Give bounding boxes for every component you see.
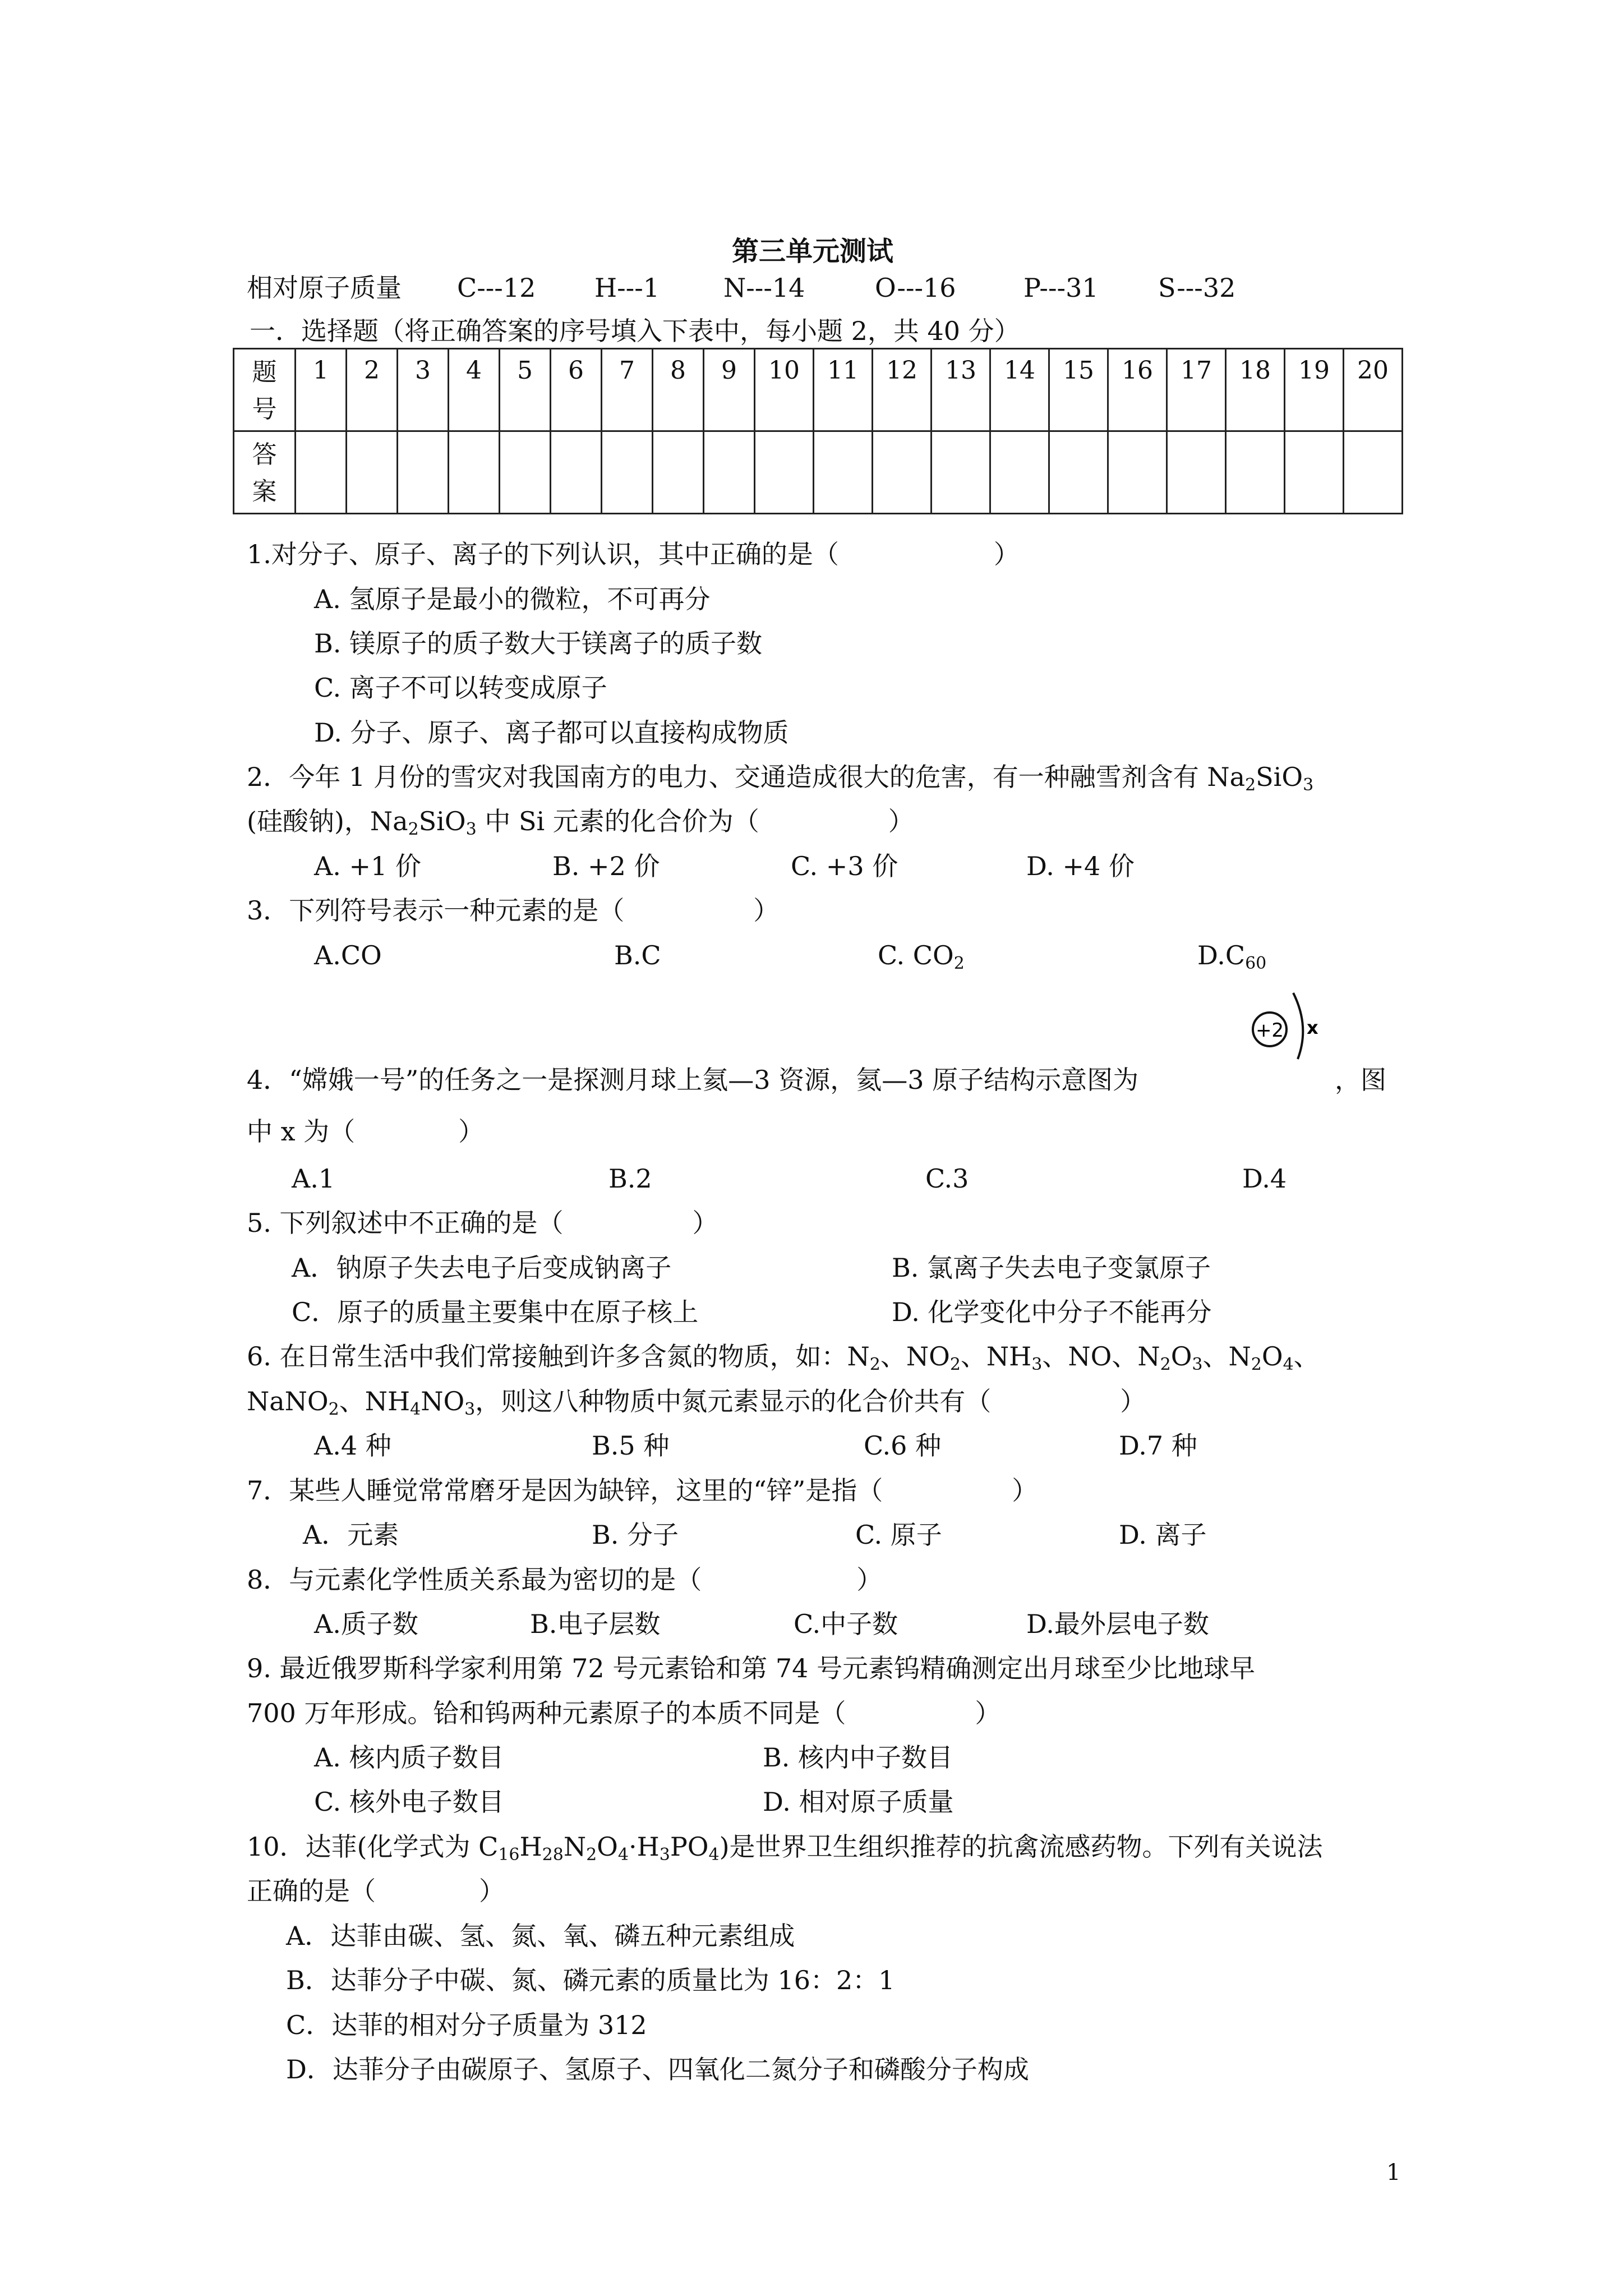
- q9-stem-line2: 700 万年形成。铪和钨两种元素原子的本质不同是（ ）: [247, 1698, 1001, 1728]
- q7-option-b: B. 分子: [592, 1520, 679, 1550]
- q3-stem: 3．下列符号表示一种元素的是（ ）: [247, 895, 780, 926]
- atomic-mass-label: 相对原子质量: [247, 273, 402, 303]
- number-cell: 17: [1167, 349, 1226, 431]
- q8-option-d: D.最外层电子数: [1026, 1609, 1209, 1639]
- q2-stem-line1: 2．今年 1 月份的雪灾对我国南方的电力、交通造成很大的危害，有一种融雪剂含有 $Na_2SiO_3$: [247, 762, 1314, 795]
- mass-p: P---31: [1023, 273, 1099, 303]
- q9-option-b: B. 核内中子数目: [763, 1742, 953, 1773]
- q5-option-c: C．原子的质量主要集中在原子核上: [292, 1297, 699, 1327]
- number-cell: 5: [500, 349, 551, 431]
- number-cell: 6: [551, 349, 602, 431]
- answer-cell[interactable]: [602, 431, 653, 514]
- atom-structure-diagram: [1244, 976, 1322, 1060]
- q3-option-a: A.CO: [314, 940, 382, 970]
- q1-option-b: B. 镁原子的质子数大于镁离子的质子数: [314, 628, 763, 659]
- q10-option-d: D．达菲分子由碳原子、氢原子、四氧化二氮分子和磷酸分子构成: [286, 2054, 1029, 2085]
- number-cell: 9: [704, 349, 755, 431]
- q4-option-d: D.4: [1242, 1163, 1287, 1194]
- mass-c: C---12: [457, 273, 536, 303]
- q1-option-c: C. 离子不可以转变成原子: [314, 673, 607, 703]
- answer-cell[interactable]: [1108, 431, 1167, 514]
- q7-option-d: D. 离子: [1119, 1520, 1207, 1550]
- q8-option-a: A.质子数: [314, 1609, 418, 1639]
- q4-stem-line1: 4．“嫦娥一号”的任务之一是探测月球上氦—3 资源，氦—3 原子结构示意图为: [247, 1065, 1139, 1095]
- q2-option-d: D. +4 价: [1026, 851, 1135, 881]
- number-cell: 3: [398, 349, 449, 431]
- q6-option-c: C.6 种: [864, 1430, 942, 1461]
- page-title: 第三单元测试: [732, 236, 894, 267]
- q3-option-b: B.C: [614, 940, 661, 970]
- number-cell: 4: [449, 349, 500, 431]
- answer-cell[interactable]: [1344, 431, 1403, 514]
- answer-table: [233, 348, 1403, 514]
- q10-option-c: C．达菲的相对分子质量为 312: [286, 2010, 647, 2040]
- q9-option-d: D. 相对原子质量: [763, 1787, 954, 1817]
- q2-option-c: C. +3 价: [791, 851, 898, 881]
- number-cell: 18: [1226, 349, 1285, 431]
- q6-stem-line1: 6. 在日常生活中我们常接触到许多含氮的物质，如：$N_2$、$NO_2$、$NH_3$、NO、$N_2O_3$、$N_2O_4$、: [247, 1341, 1320, 1374]
- q7-option-c: C. 原子: [855, 1520, 942, 1550]
- number-cell: 2: [347, 349, 398, 431]
- q7-stem: 7．某些人睡觉常常磨牙是因为缺锌，这里的“锌”是指（ ）: [247, 1475, 1038, 1506]
- q4-stem-line2: 中 x 为（ ）: [247, 1116, 485, 1147]
- q5-option-d: D. 化学变化中分子不能再分: [892, 1297, 1212, 1327]
- mass-h: H---1: [594, 273, 660, 303]
- q10-stem-line1: 10．达菲(化学式为 $C_{16}H_{28}N_2O_4\cdot H_3PO_4$)是世界卫生组织推荐的抗禽流感药物。下列有关说法: [247, 1832, 1323, 1865]
- q3-option-d: $D.C_{60}$: [1197, 940, 1267, 973]
- q6-option-d: D.7 种: [1119, 1430, 1197, 1461]
- q4-stem-tail: ，图: [1335, 1065, 1386, 1095]
- number-cell: 19: [1285, 349, 1344, 431]
- q4-option-a: A.1: [292, 1163, 335, 1194]
- section-heading: 一．选择题（将正确答案的序号填入下表中，每小题 2，共 40 分）: [250, 316, 1020, 346]
- q6-option-a: A.4 种: [314, 1430, 391, 1461]
- answer-cell[interactable]: [990, 431, 1049, 514]
- answer-cell[interactable]: [653, 431, 704, 514]
- number-cell: 12: [873, 349, 932, 431]
- answer-cell[interactable]: [704, 431, 755, 514]
- answer-cell[interactable]: [551, 431, 602, 514]
- q7-option-a: A．元素: [303, 1520, 399, 1550]
- q3-option-c: C. $CO_2$: [878, 940, 965, 973]
- q10-option-a: A．达菲由碳、氢、氮、氧、磷五种元素组成: [286, 1921, 795, 1951]
- number-cell: 20: [1344, 349, 1403, 431]
- q10-stem-line2: 正确的是（ ）: [247, 1876, 505, 1906]
- mass-s: S---32: [1158, 273, 1236, 303]
- row-head-answer: 答 案: [234, 431, 296, 514]
- q10-option-b: B．达菲分子中碳、氮、磷元素的质量比为 16：2：1: [286, 1965, 895, 1995]
- q5-stem: 5. 下列叙述中不正确的是（ ）: [247, 1208, 718, 1238]
- page-number: 1: [1386, 2160, 1401, 2185]
- q2-stem-line2: (硅酸钠)，$Na_2SiO_3$ 中 Si 元素的化合价为（ ）: [247, 806, 914, 839]
- answer-cell[interactable]: [814, 431, 873, 514]
- q9-stem-line1: 9. 最近俄罗斯科学家利用第 72 号元素铪和第 74 号元素钨精确测定出月球至少比地球早: [247, 1653, 1256, 1683]
- row-head-number: 题 号: [234, 349, 296, 431]
- number-cell: 10: [755, 349, 814, 431]
- answer-cell[interactable]: [398, 431, 449, 514]
- answer-cell[interactable]: [932, 431, 990, 514]
- electron-count-x: x: [1307, 1017, 1318, 1038]
- q6-option-b: B.5 种: [592, 1430, 670, 1461]
- question-number-row: [234, 349, 1403, 431]
- number-cell: 7: [602, 349, 653, 431]
- q8-stem: 8．与元素化学性质关系最为密切的是（ ）: [247, 1565, 883, 1595]
- q9-option-c: C. 核外电子数目: [314, 1787, 504, 1817]
- q4-option-c: C.3: [925, 1163, 969, 1194]
- answer-cell[interactable]: [1167, 431, 1226, 514]
- q9-option-a: A. 核内质子数目: [314, 1742, 504, 1773]
- number-cell: 15: [1049, 349, 1108, 431]
- answer-cell[interactable]: [1049, 431, 1108, 514]
- mass-o: O---16: [875, 273, 956, 303]
- q6-stem-line2: NaNO$_2$、$NH_4NO_3$，则这八种物质中氮元素显示的化合价共有（ ）: [247, 1386, 1146, 1419]
- q1-option-d: D. 分子、原子、离子都可以直接构成物质: [314, 717, 789, 748]
- q5-option-b: B. 氯离子失去电子变氯原子: [892, 1253, 1211, 1283]
- answer-cell[interactable]: [755, 431, 814, 514]
- nucleus-charge: +2: [1255, 1019, 1284, 1042]
- q5-option-a: A．钠原子失去电子后变成钠离子: [292, 1253, 672, 1283]
- q1-stem: 1.对分子、原子、离子的下列认识，其中正确的是（ ）: [247, 539, 1020, 569]
- q2-option-b: B. +2 价: [552, 851, 660, 881]
- answer-cell[interactable]: [1285, 431, 1344, 514]
- q8-option-c: C.中子数: [794, 1609, 898, 1639]
- electron-shell-arc: [1293, 993, 1303, 1059]
- number-cell: 8: [653, 349, 704, 431]
- number-cell: 14: [990, 349, 1049, 431]
- q4-option-b: B.2: [608, 1163, 652, 1194]
- answer-cell[interactable]: [347, 431, 398, 514]
- answer-cell[interactable]: [296, 431, 347, 514]
- number-cell: 16: [1108, 349, 1167, 431]
- answer-cell[interactable]: [449, 431, 500, 514]
- answer-cell[interactable]: [873, 431, 932, 514]
- q2-option-a: A. +1 价: [314, 851, 421, 881]
- answer-cell[interactable]: [500, 431, 551, 514]
- q8-option-b: B.电子层数: [530, 1609, 661, 1639]
- number-cell: 13: [932, 349, 990, 431]
- atomic-mass-row: [247, 271, 402, 305]
- number-cell: 11: [814, 349, 873, 431]
- number-cell: 1: [296, 349, 347, 431]
- answer-row: [234, 431, 1403, 514]
- answer-cell[interactable]: [1226, 431, 1285, 514]
- q1-option-a: A. 氢原子是最小的微粒，不可再分: [314, 584, 711, 614]
- mass-n: N---14: [723, 273, 805, 303]
